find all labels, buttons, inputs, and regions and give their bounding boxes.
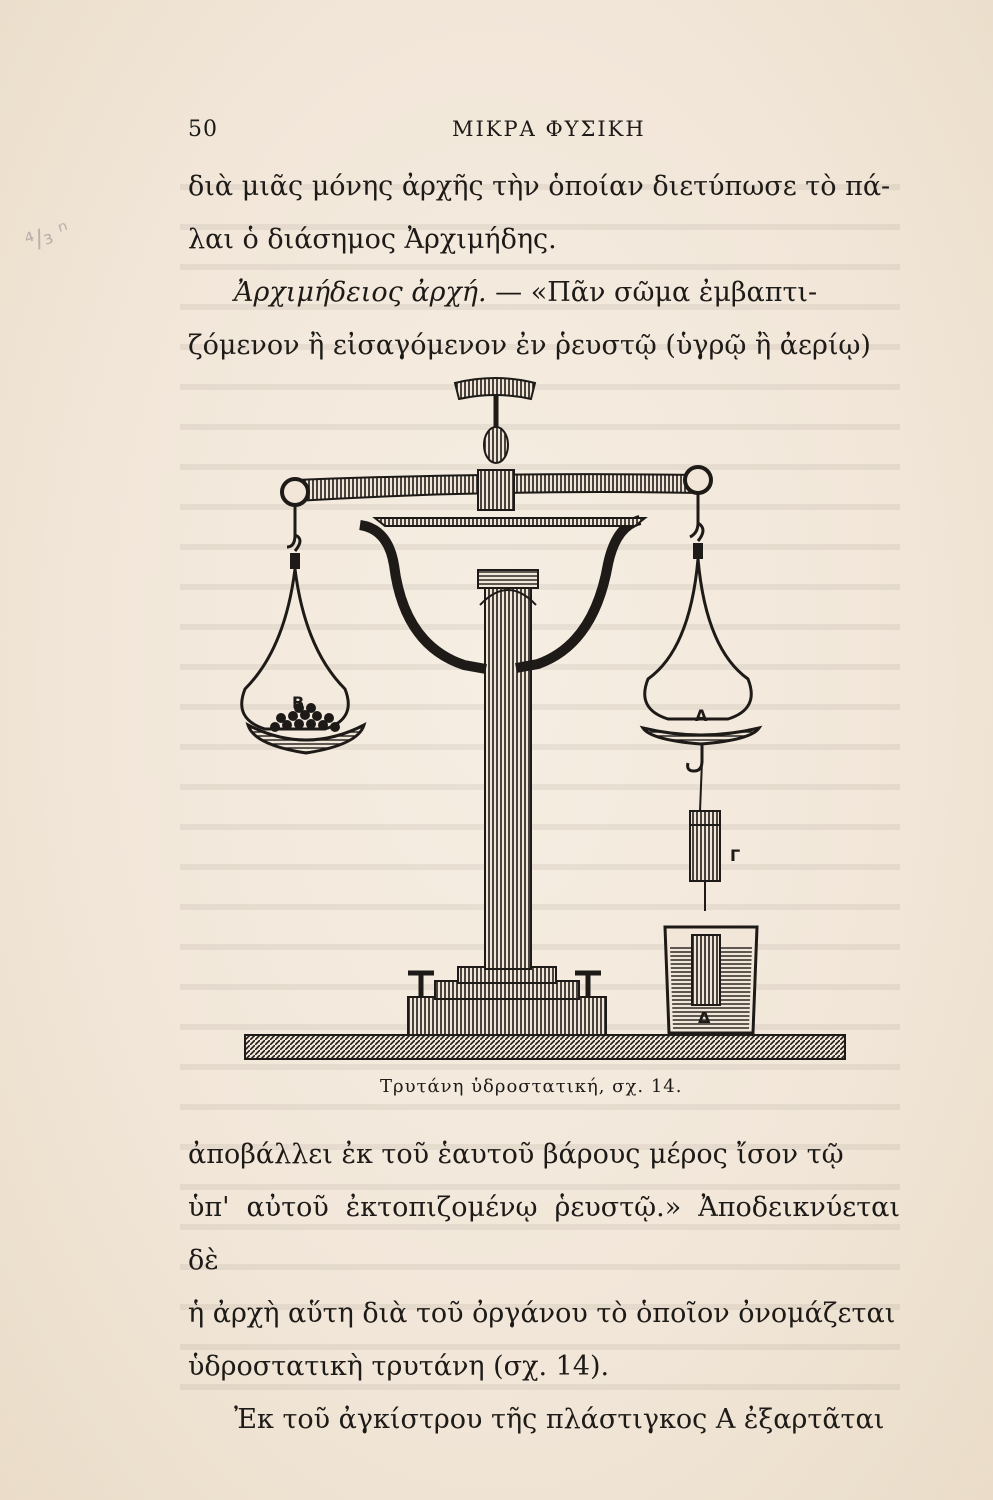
section-term: Ἀρχιμήδειος ἀρχή.	[234, 277, 487, 308]
text-line: ὑπ' αὐτοῦ ἐκτοπιζομένῳ ῥευστῷ.» Ἀποδεικνύεται δὲ	[188, 1192, 900, 1276]
pan-right-label: A	[695, 706, 708, 725]
beam-end-ring-left	[282, 479, 308, 505]
solid-cylinder	[692, 935, 720, 1005]
text-line: ἡ ἀρχὴ αὕτη διὰ τοῦ ὀργάνου τὸ ὁποῖον ὀνομάζεται	[188, 1298, 896, 1329]
beaker-label: Δ	[698, 1008, 711, 1027]
pencil-margin-note: ⁴/₃ ⁿ	[21, 215, 73, 257]
hydrostatic-balance-figure	[240, 375, 852, 1075]
balance-column	[485, 585, 531, 969]
bottom-paragraphs	[188, 1128, 900, 1446]
levelling-screw-left	[408, 973, 434, 997]
beam-end-ring-right	[685, 467, 711, 493]
pan-right-cords	[645, 559, 752, 719]
figure-caption: Τρυτάνη ὑδροστατική, σχ. 14.	[380, 1076, 683, 1097]
support-arm-left	[360, 525, 486, 669]
pan-right	[643, 728, 759, 744]
text-line-rest: — «Πᾶν σῶμα ἐμβαπτι-	[486, 277, 818, 308]
running-title: ΜΙΚΡΑ ΦΥΣΙΚΗ	[452, 117, 646, 141]
text-line: ζόμενον ἢ εἰσαγόμενον ἐν ῥευστῷ (ὑγρῷ ἢ ἀερίῳ)	[188, 330, 871, 361]
top-paragraphs	[188, 160, 900, 372]
page-number: 50	[188, 117, 218, 142]
balance-foot	[408, 997, 606, 1035]
hollow-cylinder	[690, 825, 720, 881]
text-line: λαι ὁ διάσημος Ἀρχιμήδης.	[188, 224, 557, 255]
support-arm-right	[516, 520, 640, 668]
text-line: Ἐκ τοῦ ἀγκίστρου τῆς πλάστιγκος Α ἐξαρτᾶται	[234, 1404, 885, 1435]
text-line: ἀποβάλλει ἐκ τοῦ ἑαυτοῦ βάρους μέρος ἴσον τῷ	[188, 1139, 844, 1170]
hydrostatic-balance-illustration	[240, 375, 852, 1075]
text-line: διὰ μιᾶς μόνης ἀρχῆς τὴν ὁποίαν διετύπωσε τὸ πά-	[188, 171, 891, 202]
pan-left-label: B	[292, 693, 305, 712]
pointer-knob	[484, 427, 508, 463]
text-line: ὑδροστατικὴ τρυτάνη (σχ. 14).	[188, 1351, 610, 1382]
text-line	[188, 266, 900, 319]
cylinder-label: Γ	[730, 846, 741, 865]
base-plank	[245, 1035, 845, 1059]
